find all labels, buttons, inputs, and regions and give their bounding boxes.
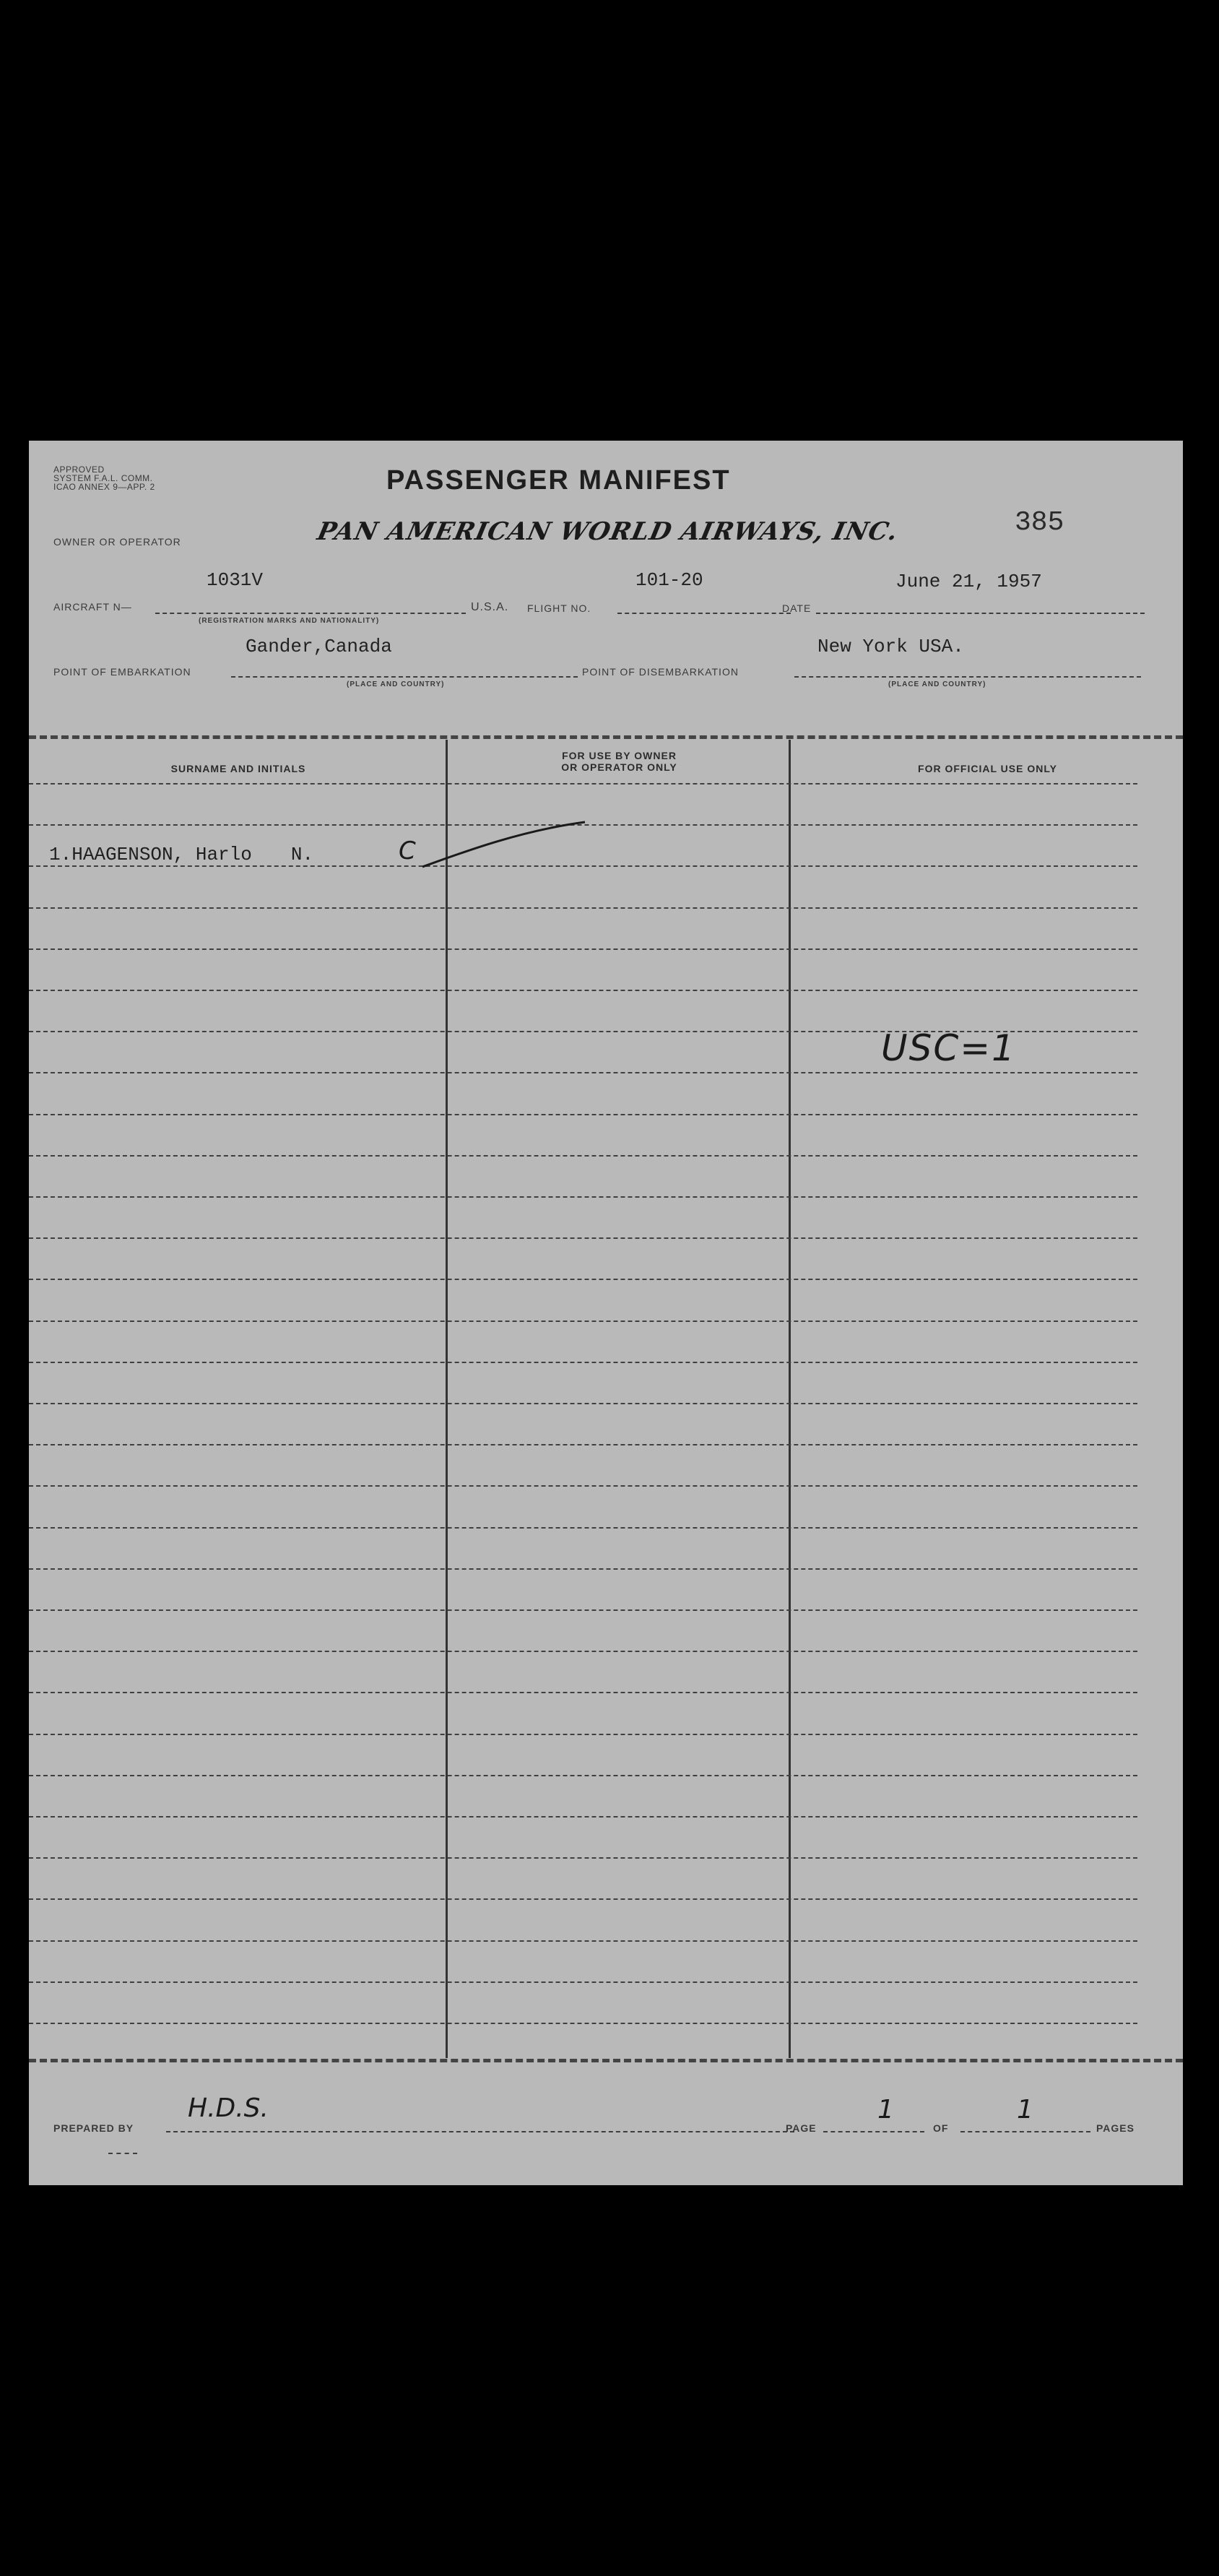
disembarkation-sub: (PLACE AND COUNTRY) [888,680,986,688]
row-rule [29,990,1137,991]
embarkation-sub: (PLACE AND COUNTRY) [347,680,445,688]
header-line: OR OPERATOR ONLY [561,761,677,773]
row-rule [29,1362,1137,1363]
row-number: 1. [49,844,72,865]
approval-block [53,465,155,491]
row-rule [29,1279,1137,1280]
approval-line: APPROVED [53,464,105,475]
embarkation-label: POINT OF EMBARKATION [53,666,191,678]
date-label: DATE [782,602,812,614]
row-rule [29,783,1137,785]
prepared-by-underline [166,2131,794,2132]
check-mark: C [399,837,416,865]
prepared-by-signature: H.D.S. [188,2093,269,2123]
page-number: 1 [877,2095,894,2125]
row-rule [29,1072,1137,1073]
embarkation-value: Gander,Canada [246,636,392,657]
row-rule [29,1981,1137,1983]
passenger-initial: N. [290,844,314,865]
column-header-operator [448,750,791,773]
row-rule [29,1485,1137,1487]
disembarkation-value: New York USA. [817,636,964,657]
aircraft-value: 1031V [207,569,264,591]
disembarkation-label: POINT OF DISEMBARKATION [582,666,739,678]
aircraft-label: AIRCRAFT N— [53,601,132,613]
row-rule [29,1196,1137,1198]
row-rule [29,907,1137,909]
total-pages: 1 [1017,2095,1033,2125]
table-top-border [29,735,1183,739]
owner-name: PAN AMERICAN WORLD AIRWAYS, INC. [314,517,901,546]
column-header-official: FOR OFFICIAL USE ONLY [918,763,1057,774]
row-rule [29,1651,1137,1652]
sheet-number: 385 [1015,507,1064,538]
footer-dash [108,2153,137,2154]
row-rule [29,1692,1137,1693]
header-line: FOR USE BY OWNER [562,750,677,761]
date-underline [816,613,1145,614]
flight-underline [617,613,791,614]
row-rule [29,1609,1137,1611]
of-label: OF [933,2122,949,2134]
row-rule [29,1237,1137,1239]
table-row [49,844,313,865]
owner-label: OWNER OR OPERATOR [53,536,181,548]
row-rule [29,1155,1137,1157]
row-rule [29,1527,1137,1529]
row-rule [29,1403,1137,1404]
flight-value: 101-20 [635,569,703,591]
manifest-form [29,441,1183,2185]
prepared-by-label: PREPARED BY [53,2122,134,2134]
page-label: PAGE [786,2122,817,2134]
disembarkation-underline [794,676,1141,678]
row-rule [29,2023,1137,2024]
page-underline [823,2131,924,2132]
date-value: June 21, 1957 [895,571,1042,592]
aircraft-sub: (REGISTRATION MARKS AND NATIONALITY) [199,617,380,625]
row-rule [29,1816,1137,1818]
row-rule [29,948,1137,950]
column-divider [789,740,791,2058]
column-divider [446,740,448,2058]
handwritten-stroke [419,816,592,874]
embarkation-underline [231,676,578,678]
row-rule [29,1940,1137,1942]
row-rule [29,1568,1137,1570]
aircraft-underline [155,613,466,614]
row-rule [29,1114,1137,1115]
pages-label: PAGES [1096,2122,1135,2134]
row-rule [29,1775,1137,1776]
total-pages-underline [960,2131,1090,2132]
nationality: U.S.A. [471,601,509,613]
passenger-name: HAAGENSON, Harlo [71,844,252,865]
row-rule [29,1321,1137,1322]
approval-line: SYSTEM F.A.L. COMM. [53,473,153,483]
row-rule [29,1444,1137,1445]
row-rule [29,1898,1137,1900]
form-title: PASSENGER MANIFEST [386,465,731,496]
official-note: USC=1 [881,1027,1016,1069]
row-rule [29,1857,1137,1859]
column-header-surname: SURNAME AND INITIALS [170,763,306,774]
flight-label: FLIGHT NO. [527,602,591,614]
table-bottom-border [29,2059,1183,2062]
row-rule [29,1734,1137,1735]
approval-line: ICAO ANNEX 9—APP. 2 [53,482,155,492]
